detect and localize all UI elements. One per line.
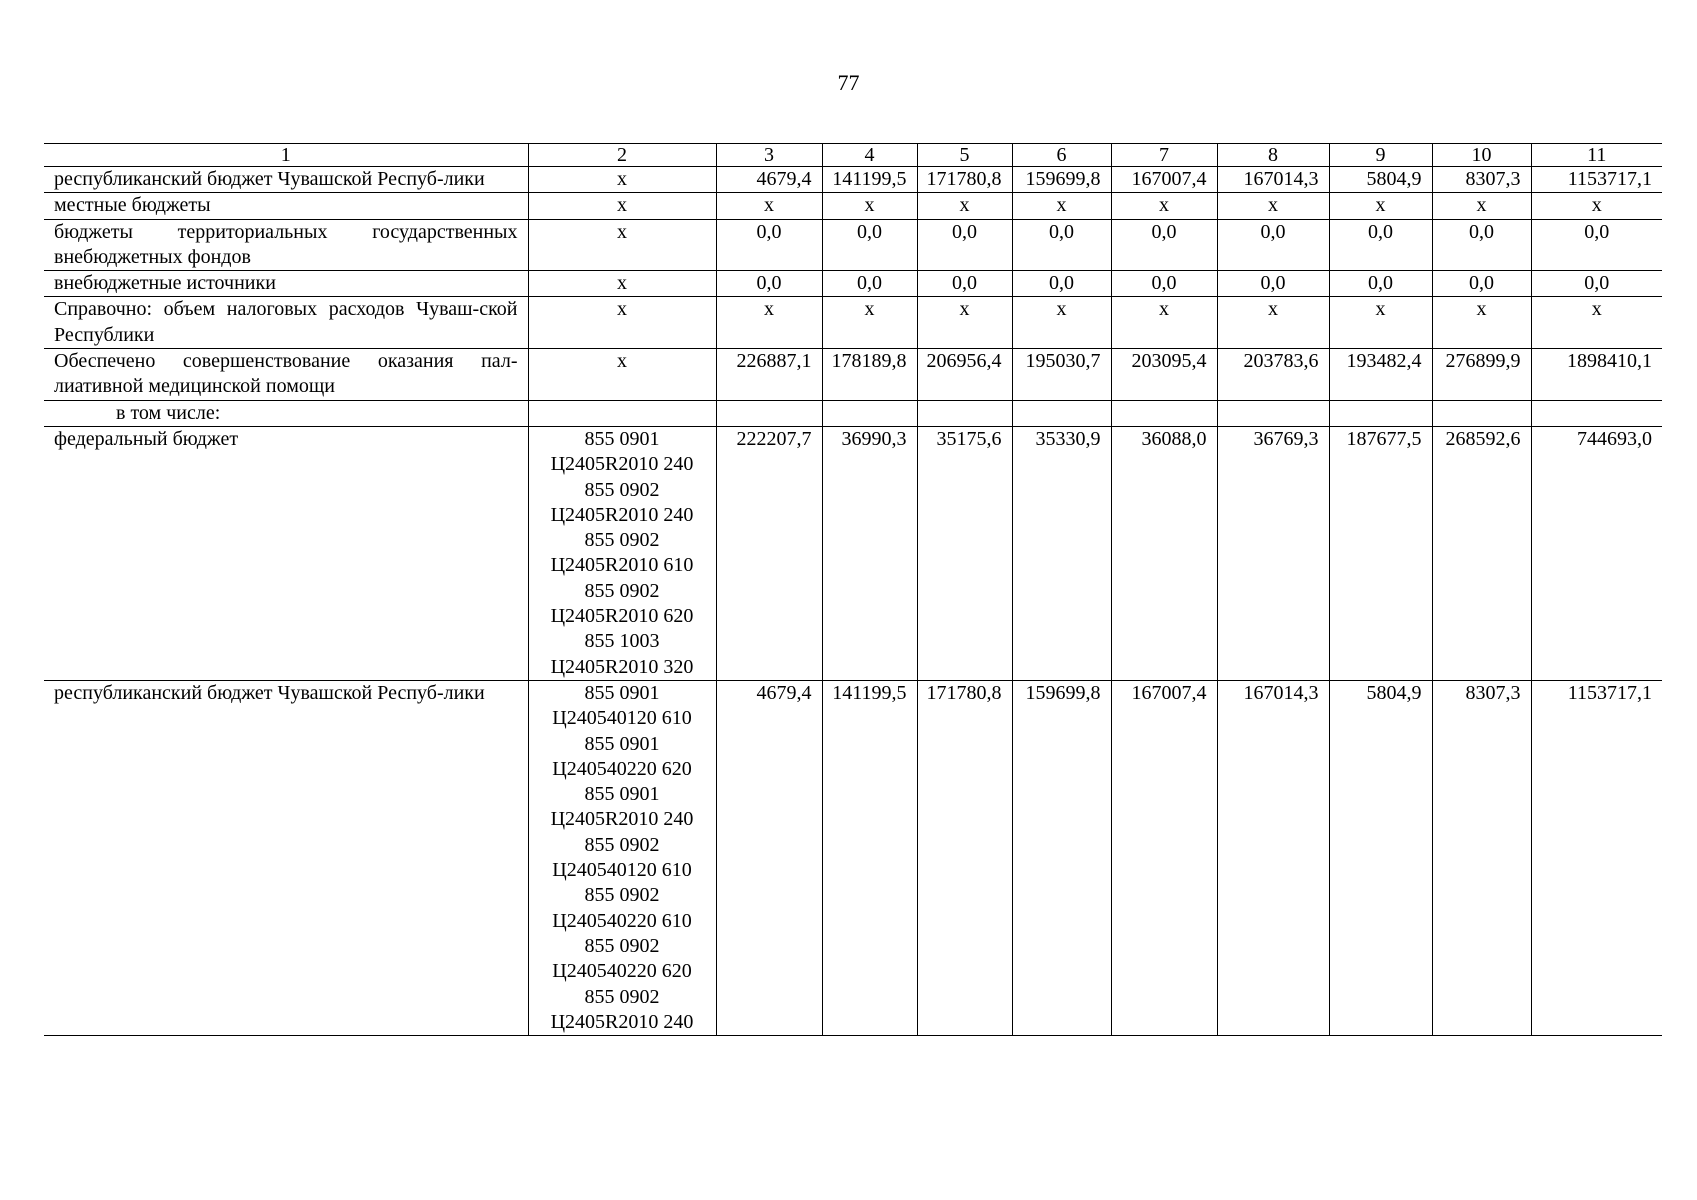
budget-code-cell [528, 193, 716, 219]
value-cell: 8307,3 [1432, 680, 1531, 1035]
budget-code-line: x [617, 272, 627, 295]
value-cell: 167007,4 [1111, 680, 1217, 1035]
budget-code-cell [528, 271, 716, 297]
value-cell: 0,0 [1329, 271, 1432, 297]
table-row [44, 400, 1662, 426]
budget-code-line: Ц2405R2010 240 [550, 503, 694, 526]
value-cell: 36088,0 [1111, 426, 1217, 680]
row-label: бюджеты территориальных государственных внебюджетных фондов [44, 219, 528, 271]
value-cell: 268592,6 [1432, 426, 1531, 680]
value-cell: 0,0 [1217, 271, 1329, 297]
budget-code-cell [528, 297, 716, 349]
budget-code-line: Ц2405R2010 240 [550, 1010, 694, 1033]
value-cell: 4679,4 [716, 680, 822, 1035]
value-cell: 195030,7 [1012, 349, 1111, 401]
value-cell: 159699,8 [1012, 680, 1111, 1035]
budget-code-cell [528, 680, 716, 1035]
value-cell: x [1329, 193, 1432, 219]
value-cell: 0,0 [1012, 271, 1111, 297]
budget-code-line: x [617, 298, 627, 321]
budget-code-line: x [617, 220, 627, 243]
value-cell: 171780,8 [917, 167, 1012, 193]
budget-code-line: Ц2405R2010 620 [550, 605, 694, 628]
budget-code-line: 855 0902 [584, 934, 660, 957]
budget-table [44, 143, 1662, 1036]
budget-code-cell [528, 167, 716, 193]
table-header-row [44, 144, 1662, 167]
value-cell: x [1012, 297, 1111, 349]
budget-code-line: x [617, 350, 627, 373]
value-cell: 0,0 [1111, 271, 1217, 297]
column-header: 5 [917, 144, 1012, 167]
budget-code-cell [528, 400, 716, 426]
value-cell: 36990,3 [822, 426, 917, 680]
row-label: местные бюджеты [44, 193, 528, 219]
column-header: 9 [1329, 144, 1432, 167]
value-cell [1432, 400, 1531, 426]
value-cell: 0,0 [822, 219, 917, 271]
value-cell: 1898410,1 [1531, 349, 1662, 401]
table-row [44, 426, 1662, 680]
value-cell: 36769,3 [1217, 426, 1329, 680]
value-cell: 0,0 [1217, 219, 1329, 271]
value-cell [1217, 400, 1329, 426]
value-cell: 0,0 [716, 219, 822, 271]
value-cell: x [1432, 193, 1531, 219]
value-cell: 167014,3 [1217, 167, 1329, 193]
column-header: 8 [1217, 144, 1329, 167]
value-cell [716, 400, 822, 426]
value-cell [1329, 400, 1432, 426]
budget-code-line: 855 0901 [584, 732, 660, 755]
value-cell: 167014,3 [1217, 680, 1329, 1035]
column-header: 1 [44, 144, 528, 167]
budget-code-cell [528, 426, 716, 680]
value-cell: x [1111, 297, 1217, 349]
table-row [44, 349, 1662, 401]
value-cell: 5804,9 [1329, 680, 1432, 1035]
value-cell: 0,0 [716, 271, 822, 297]
value-cell [1111, 400, 1217, 426]
table-row [44, 219, 1662, 271]
budget-code-line: 855 0902 [584, 833, 660, 856]
budget-code-line: Ц2405R2010 610 [550, 554, 694, 577]
budget-code-line: 855 0902 [584, 884, 660, 907]
row-label: республиканский бюджет Чувашской Респуб-лики [44, 167, 528, 193]
row-label: республиканский бюджет Чувашской Респуб-лики [44, 680, 528, 1035]
value-cell: 0,0 [1012, 219, 1111, 271]
value-cell: 0,0 [1432, 271, 1531, 297]
budget-code-line: Ц2405R2010 240 [550, 453, 694, 476]
value-cell: 35330,9 [1012, 426, 1111, 680]
value-cell: 5804,9 [1329, 167, 1432, 193]
budget-code-line: Ц240540220 610 [552, 909, 692, 932]
value-cell: x [822, 297, 917, 349]
row-label: федеральный бюджет [44, 426, 528, 680]
value-cell: x [1531, 193, 1662, 219]
value-cell: 4679,4 [716, 167, 822, 193]
budget-code-line: 855 0902 [584, 478, 660, 501]
budget-code-line: 855 0901 [584, 427, 660, 450]
value-cell: 178189,8 [822, 349, 917, 401]
value-cell: x [1012, 193, 1111, 219]
value-cell: x [1432, 297, 1531, 349]
budget-code-line: 855 0902 [584, 985, 660, 1008]
budget-code-line: Ц2405R2010 240 [550, 808, 694, 831]
row-label: Обеспечено совершенствование оказания пал-лиативной медицинской помощи [44, 349, 528, 401]
value-cell: 0,0 [822, 271, 917, 297]
value-cell: 276899,9 [1432, 349, 1531, 401]
budget-code-line: Ц2405R2010 320 [550, 655, 694, 678]
value-cell: 159699,8 [1012, 167, 1111, 193]
page-number: 77 [837, 70, 860, 95]
value-cell: 35175,6 [917, 426, 1012, 680]
budget-code-line: x [617, 194, 627, 217]
value-cell: x [822, 193, 917, 219]
budget-code-line: 855 0901 [584, 783, 660, 806]
column-header: 2 [528, 144, 716, 167]
value-cell: 1153717,1 [1531, 680, 1662, 1035]
value-cell: 171780,8 [917, 680, 1012, 1035]
budget-code-line: 855 1003 [584, 630, 660, 653]
table-row [44, 297, 1662, 349]
value-cell: 187677,5 [1329, 426, 1432, 680]
table-row [44, 193, 1662, 219]
value-cell: 8307,3 [1432, 167, 1531, 193]
value-cell: 226887,1 [716, 349, 822, 401]
column-header: 6 [1012, 144, 1111, 167]
table-row [44, 680, 1662, 1035]
value-cell [822, 400, 917, 426]
value-cell: x [716, 193, 822, 219]
value-cell: 167007,4 [1111, 167, 1217, 193]
budget-code-cell [528, 349, 716, 401]
value-cell: 141199,5 [822, 680, 917, 1035]
column-header: 7 [1111, 144, 1217, 167]
value-cell: x [1329, 297, 1432, 349]
budget-code-line: Ц240540220 620 [552, 960, 692, 983]
value-cell: 222207,7 [716, 426, 822, 680]
value-cell: 0,0 [1111, 219, 1217, 271]
value-cell: 203095,4 [1111, 349, 1217, 401]
row-label: Справочно: объем налоговых расходов Чуваш-ской Республики [44, 297, 528, 349]
budget-code-line: 855 0902 [584, 529, 660, 552]
value-cell: x [1217, 297, 1329, 349]
budget-code-line: 855 0902 [584, 579, 660, 602]
value-cell [917, 400, 1012, 426]
value-cell: 1153717,1 [1531, 167, 1662, 193]
value-cell: 0,0 [1531, 271, 1662, 297]
value-cell: x [1217, 193, 1329, 219]
column-header: 3 [716, 144, 822, 167]
value-cell: 0,0 [1531, 219, 1662, 271]
value-cell [1531, 400, 1662, 426]
budget-code-line: 855 0901 [584, 681, 660, 704]
budget-code-line: Ц240540220 620 [552, 757, 692, 780]
value-cell: x [917, 297, 1012, 349]
value-cell: 0,0 [917, 219, 1012, 271]
column-header: 11 [1531, 144, 1662, 167]
value-cell: 0,0 [1329, 219, 1432, 271]
row-label: в том числе: [44, 400, 528, 426]
column-header: 4 [822, 144, 917, 167]
table-row [44, 271, 1662, 297]
value-cell: 744693,0 [1531, 426, 1662, 680]
budget-code-cell [528, 219, 716, 271]
column-header: 10 [1432, 144, 1531, 167]
value-cell: 141199,5 [822, 167, 917, 193]
value-cell: 0,0 [917, 271, 1012, 297]
value-cell [1012, 400, 1111, 426]
value-cell: x [1531, 297, 1662, 349]
row-label: внебюджетные источники [44, 271, 528, 297]
value-cell: x [1111, 193, 1217, 219]
budget-code-line: Ц240540120 610 [552, 707, 692, 730]
value-cell: 203783,6 [1217, 349, 1329, 401]
budget-code-line: Ц240540120 610 [552, 859, 692, 882]
value-cell: x [716, 297, 822, 349]
table-row [44, 167, 1662, 193]
value-cell: 0,0 [1432, 219, 1531, 271]
value-cell: 206956,4 [917, 349, 1012, 401]
budget-code-line: x [617, 168, 627, 190]
value-cell: 193482,4 [1329, 349, 1432, 401]
value-cell: x [917, 193, 1012, 219]
